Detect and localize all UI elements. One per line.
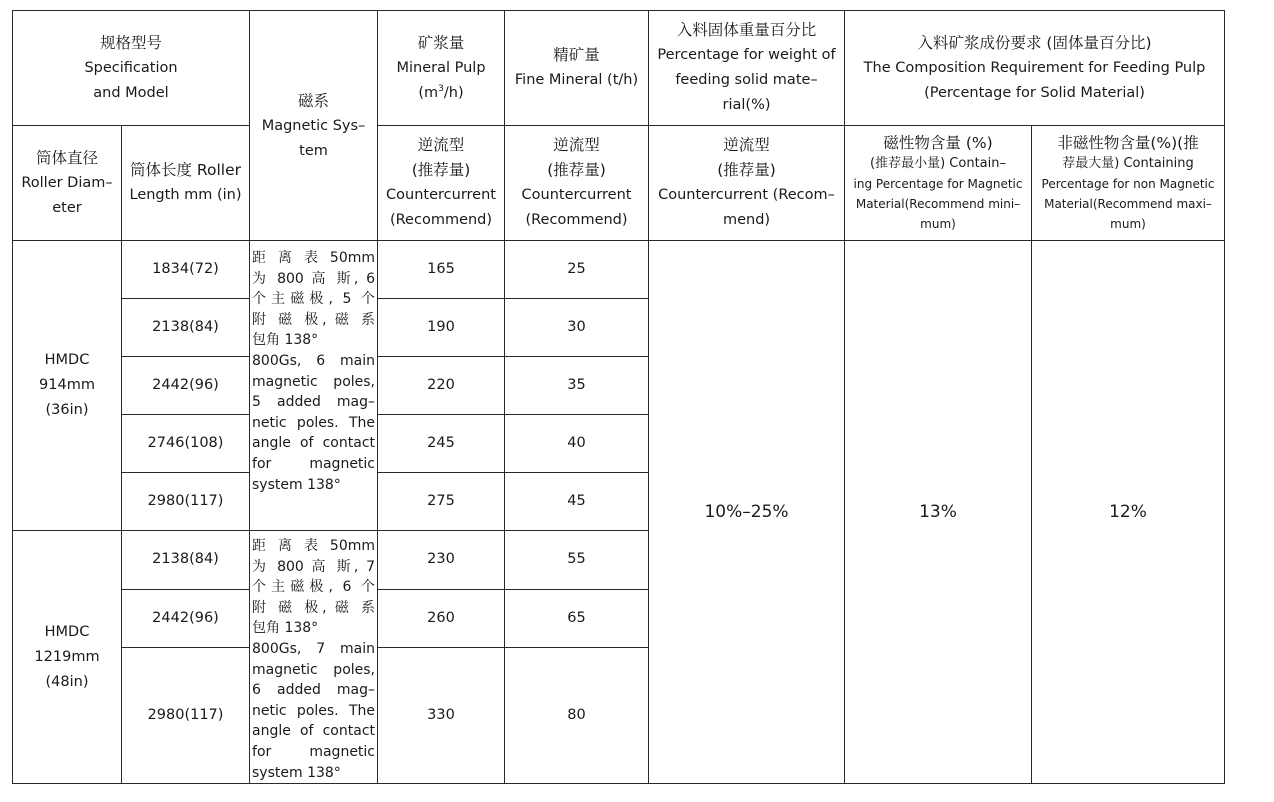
roller-length-cell: 2746(108) <box>122 415 250 473</box>
roller-length-cell: 2980(117) <box>122 473 250 531</box>
header-roller-diameter-en2: eter <box>52 199 82 216</box>
mag-line: netic poles. The <box>252 702 376 719</box>
header-spec-zh: 规格型号 <box>100 33 163 52</box>
cc-weight-zh2: (推荐量) <box>717 161 776 179</box>
magnetic-system-cell <box>250 531 378 784</box>
mag-line: 5 added mag– <box>252 394 376 411</box>
header-feeding-weight-en2: feeding solid mate– <box>675 72 818 88</box>
header-fine-mineral-zh: 精矿量 <box>553 46 600 64</box>
cc-pulp-zh2: (推荐量) <box>411 161 471 179</box>
magnetic-system-cell <box>250 241 378 531</box>
feeding-weight-value: 10%–25% <box>649 241 845 784</box>
cc-weight-zh1: 逆流型 <box>723 136 770 154</box>
cc-fine-en1: Countercurrent <box>521 187 632 203</box>
header-roller-length-en: Length mm (in) <box>129 187 242 203</box>
header-mineral-pulp-en: Mineral Pulp <box>396 59 486 76</box>
pulp-cell: 275 <box>378 473 505 531</box>
roller-length-cell: 2442(96) <box>122 357 250 415</box>
header-spec-en2: and Model <box>93 84 169 101</box>
header-feeding-weight-en3: rial(%) <box>722 97 771 113</box>
nonmag-content-l5: mum) <box>1110 217 1146 231</box>
mag-line: 个主磁极, 5 个 <box>252 291 376 308</box>
spec-table <box>12 10 1225 784</box>
roller-length-cell: 2138(84) <box>122 531 250 590</box>
header-mineral-pulp <box>378 11 505 126</box>
mag-line: 距 离 表 50mm <box>252 250 376 266</box>
mag-line: system 138° <box>252 764 341 781</box>
mag-line: for magnetic <box>252 455 376 472</box>
pulp-cell: 190 <box>378 299 505 357</box>
pulp-cell: 260 <box>378 589 505 648</box>
model-cell <box>13 531 122 784</box>
header-feeding-weight <box>649 11 845 126</box>
header-roller-diameter-zh: 筒体直径 <box>35 148 98 167</box>
cc-fine-zh2: (推荐量) <box>547 161 606 179</box>
mag-line: 距 离 表 50mm <box>252 538 376 554</box>
header-composition-en1: The Composition Requirement for Feeding Pulp <box>863 59 1206 76</box>
nonmag-content-l2: 荐最大量) Containing <box>1062 156 1194 171</box>
mag-line: 包角 138° <box>252 620 319 637</box>
fine-cell: 80 <box>505 648 649 784</box>
nonmag-content-l3: Percentage for non Magnetic <box>1041 177 1215 191</box>
model-line3: (36in) <box>45 402 89 418</box>
cc-fine-zh1: 逆流型 <box>553 136 600 154</box>
mag-line: 附 磁 极, 磁 系 <box>252 311 376 328</box>
pulp-cell: 245 <box>378 415 505 473</box>
header-mineral-pulp-zh: 矿浆量 <box>417 33 465 52</box>
cc-fine-en2: (Recommend) <box>525 212 628 228</box>
mag-line: 800Gs, 6 main <box>252 352 376 369</box>
header-composition-en2: (Percentage for Solid Material) <box>924 84 1145 101</box>
header-countercurrent-fine <box>505 126 649 241</box>
header-spec <box>13 11 250 126</box>
model-line2: 1219mm <box>34 648 100 665</box>
header-roller-length <box>122 126 250 241</box>
mag-line: 6 added mag– <box>252 682 376 699</box>
cc-pulp-en1: Countercurrent <box>386 187 496 203</box>
header-roller-diameter <box>13 126 122 241</box>
mag-line: magnetic poles, <box>252 661 376 678</box>
mag-line: for magnetic <box>252 743 376 760</box>
fine-cell: 40 <box>505 415 649 473</box>
mag-content-l3: ing Percentage for Magnetic <box>853 177 1023 191</box>
mag-line: 个主磁极, 6 个 <box>252 579 376 596</box>
roller-length-cell: 1834(72) <box>122 241 250 299</box>
model-line1: HMDC <box>44 352 90 368</box>
mag-content-l5: mum) <box>920 217 956 231</box>
unit-pre: (m <box>418 84 439 101</box>
mag-line: angle of contact <box>252 435 376 452</box>
roller-length-cell: 2138(84) <box>122 299 250 357</box>
mag-content-zh: 磁性物含量 (%) <box>883 134 993 152</box>
roller-length-cell: 2442(96) <box>122 589 250 648</box>
mag-line: 800Gs, 7 main <box>252 640 376 657</box>
mag-content-l2: (推荐最小量) Contain– <box>870 156 1006 171</box>
header-composition <box>845 11 1225 126</box>
mag-line: 附 磁 极, 磁 系 <box>252 599 376 616</box>
header-magnetic-system-en: Magnetic Sys–tem <box>261 118 366 159</box>
header-roller-diameter-en1: Roller Diam– <box>21 174 113 191</box>
header-magnetic-system-zh: 磁系 <box>298 92 330 110</box>
header-feeding-weight-zh: 入料固体重量百分比 <box>676 21 817 39</box>
cc-pulp-zh1: 逆流型 <box>417 136 465 154</box>
model-line3: (48in) <box>45 673 89 690</box>
header-fine-mineral <box>505 11 649 126</box>
header-nonmagnetic-content <box>1032 126 1225 241</box>
pulp-cell: 330 <box>378 648 505 784</box>
pulp-cell: 220 <box>378 357 505 415</box>
unit-post: /h) <box>443 84 464 101</box>
header-composition-zh: 入料矿浆成份要求 (固体量百分比) <box>917 33 1152 52</box>
nonmagnetic-content-value: 12% <box>1032 241 1225 784</box>
pulp-cell: 230 <box>378 531 505 590</box>
unit-sup: 3 <box>438 83 444 94</box>
cc-pulp-en2: (Recommend) <box>389 212 493 228</box>
nonmag-content-l4: Material(Recommend maxi– <box>1044 197 1212 211</box>
header-row-2 <box>13 126 1225 241</box>
table-row <box>13 241 1225 299</box>
header-feeding-weight-en1: Percentage for weight of <box>657 47 836 63</box>
fine-cell: 25 <box>505 241 649 299</box>
fine-cell: 35 <box>505 357 649 415</box>
fine-cell: 65 <box>505 589 649 648</box>
nonmag-content-zh: 非磁性物含量(%)(推 <box>1057 134 1199 152</box>
model-line1: HMDC <box>44 623 90 640</box>
header-spec-en1: Specification <box>84 59 178 76</box>
mag-line: 为 800 高 斯, 7 <box>252 558 376 575</box>
mag-line: magnetic poles, <box>252 373 376 390</box>
mag-line: system 138° <box>252 476 341 493</box>
header-magnetic-content <box>845 126 1032 241</box>
header-mineral-pulp-unit <box>380 81 502 106</box>
roller-length-cell: 2980(117) <box>122 648 250 784</box>
mag-line: 为 800 高 斯, 6 <box>252 270 376 287</box>
model-cell <box>13 241 122 531</box>
fine-cell: 45 <box>505 473 649 531</box>
magnetic-content-value: 13% <box>845 241 1032 784</box>
header-magnetic-system <box>250 11 378 241</box>
header-row-1 <box>13 11 1225 126</box>
cc-weight-en2: mend) <box>722 212 771 228</box>
cc-weight-en1: Countercurrent (Recom– <box>658 187 835 203</box>
header-roller-length-zh: 筒体长度 Roller <box>130 161 242 179</box>
mag-line: angle of contact <box>252 723 376 740</box>
header-fine-mineral-en: Fine Mineral (t/h) <box>514 72 639 88</box>
mag-line: netic poles. The <box>252 414 376 431</box>
pulp-cell: 165 <box>378 241 505 299</box>
header-countercurrent-weight <box>649 126 845 241</box>
header-countercurrent-pulp <box>378 126 505 241</box>
mag-line: 包角 138° <box>252 332 319 349</box>
fine-cell: 30 <box>505 299 649 357</box>
fine-cell: 55 <box>505 531 649 590</box>
mag-content-l4: Material(Recommend mini– <box>855 197 1021 211</box>
model-line2: 914mm <box>39 377 95 393</box>
